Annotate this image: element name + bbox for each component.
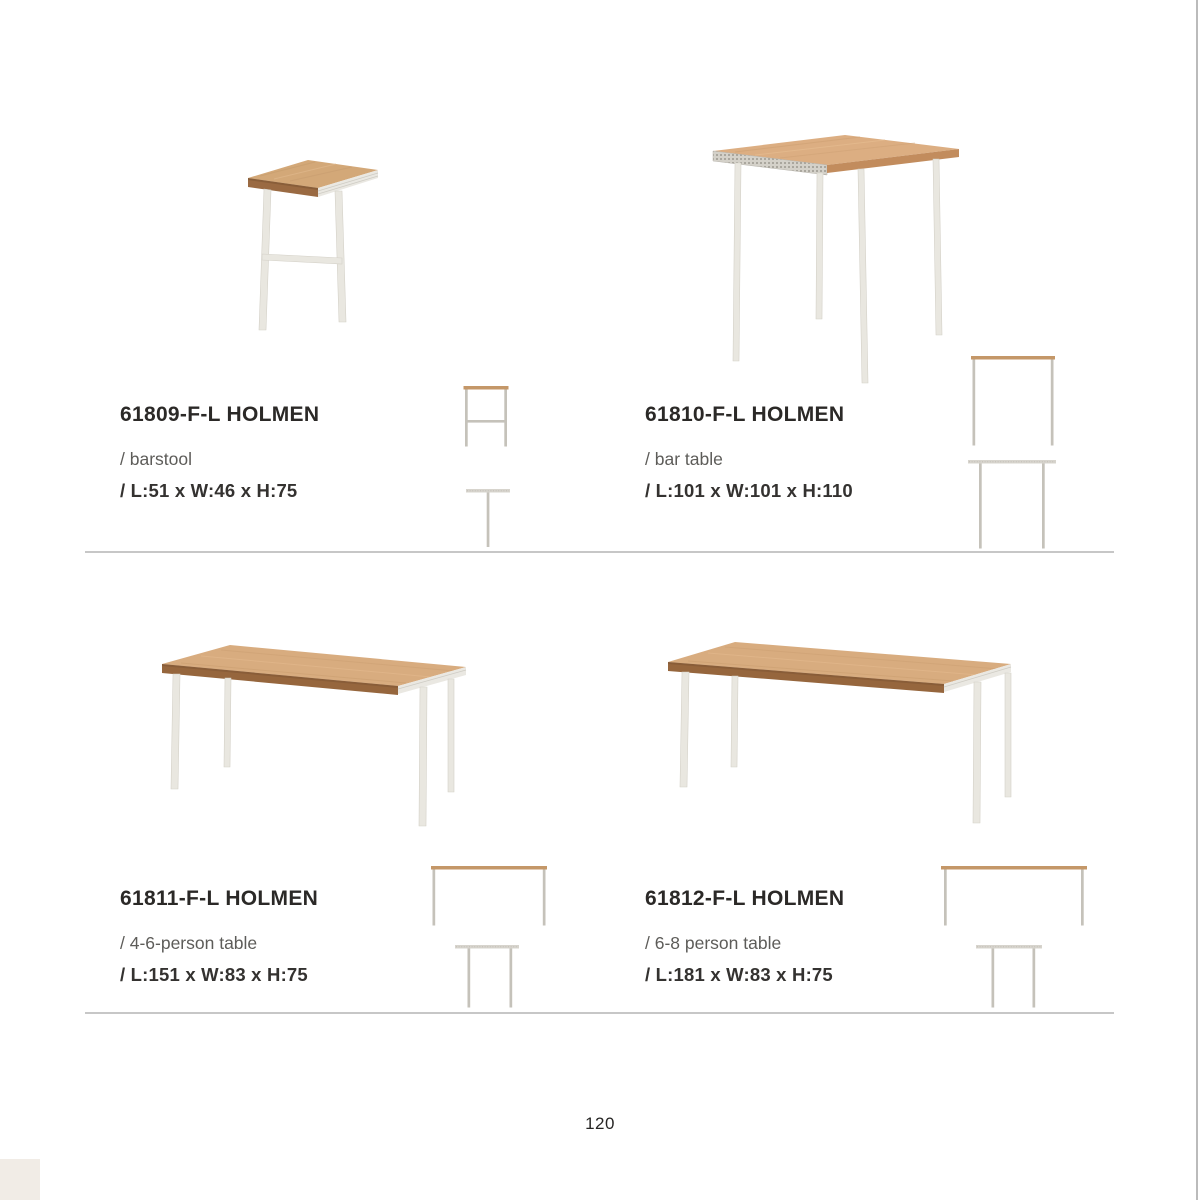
- section-divider-bottom: [85, 1012, 1114, 1014]
- table-legs: [171, 674, 454, 826]
- table-top: [668, 642, 1011, 693]
- bar-table-legs: [733, 159, 942, 383]
- barstool-side-view-diagram: [466, 489, 510, 548]
- bar-table-side-view-diagram: [968, 460, 1056, 549]
- table-4-6-front-view-diagram: [431, 866, 547, 926]
- page-number: 120: [585, 1114, 615, 1133]
- product-code-title: 61811-F-L HOLMEN: [120, 887, 319, 910]
- bar-table-photo: [695, 125, 965, 385]
- corner-color-swatch: [0, 1159, 40, 1200]
- bar-table-top: [713, 135, 959, 175]
- product-code-title: 61812-F-L HOLMEN: [645, 887, 845, 910]
- bar-table-front-view-diagram: [971, 356, 1055, 446]
- product-dimensions: / L:151 x W:83 x H:75: [120, 964, 308, 985]
- product-code-title: 61810-F-L HOLMEN: [645, 403, 845, 426]
- product-type: / 6-8 person table: [645, 933, 782, 953]
- product-type: / barstool: [120, 449, 192, 469]
- product-dimensions: / L:51 x W:46 x H:75: [120, 480, 298, 501]
- barstool-legs: [259, 189, 346, 330]
- page-edge-line: [1196, 0, 1198, 1200]
- table-6-8-side-view-diagram: [976, 945, 1044, 1008]
- product-type: / 4-6-person table: [120, 933, 258, 953]
- table-6-8-front-view-diagram: [941, 866, 1087, 926]
- section-divider-top: [85, 551, 1114, 553]
- table-legs: [680, 672, 1011, 823]
- table-4-6-side-view-diagram: [455, 945, 519, 1008]
- product-dimensions: / L:181 x W:83 x H:75: [645, 964, 833, 985]
- product-dimensions: / L:101 x W:101 x H:110: [645, 480, 853, 501]
- table-6-8-photo: [663, 640, 1015, 828]
- barstool-front-view-diagram: [463, 386, 509, 448]
- barstool-photo: [240, 150, 380, 335]
- product-type: / bar table: [645, 449, 723, 469]
- table-4-6-photo: [156, 642, 471, 830]
- product-code-title: 61809-F-L HOLMEN: [120, 403, 320, 426]
